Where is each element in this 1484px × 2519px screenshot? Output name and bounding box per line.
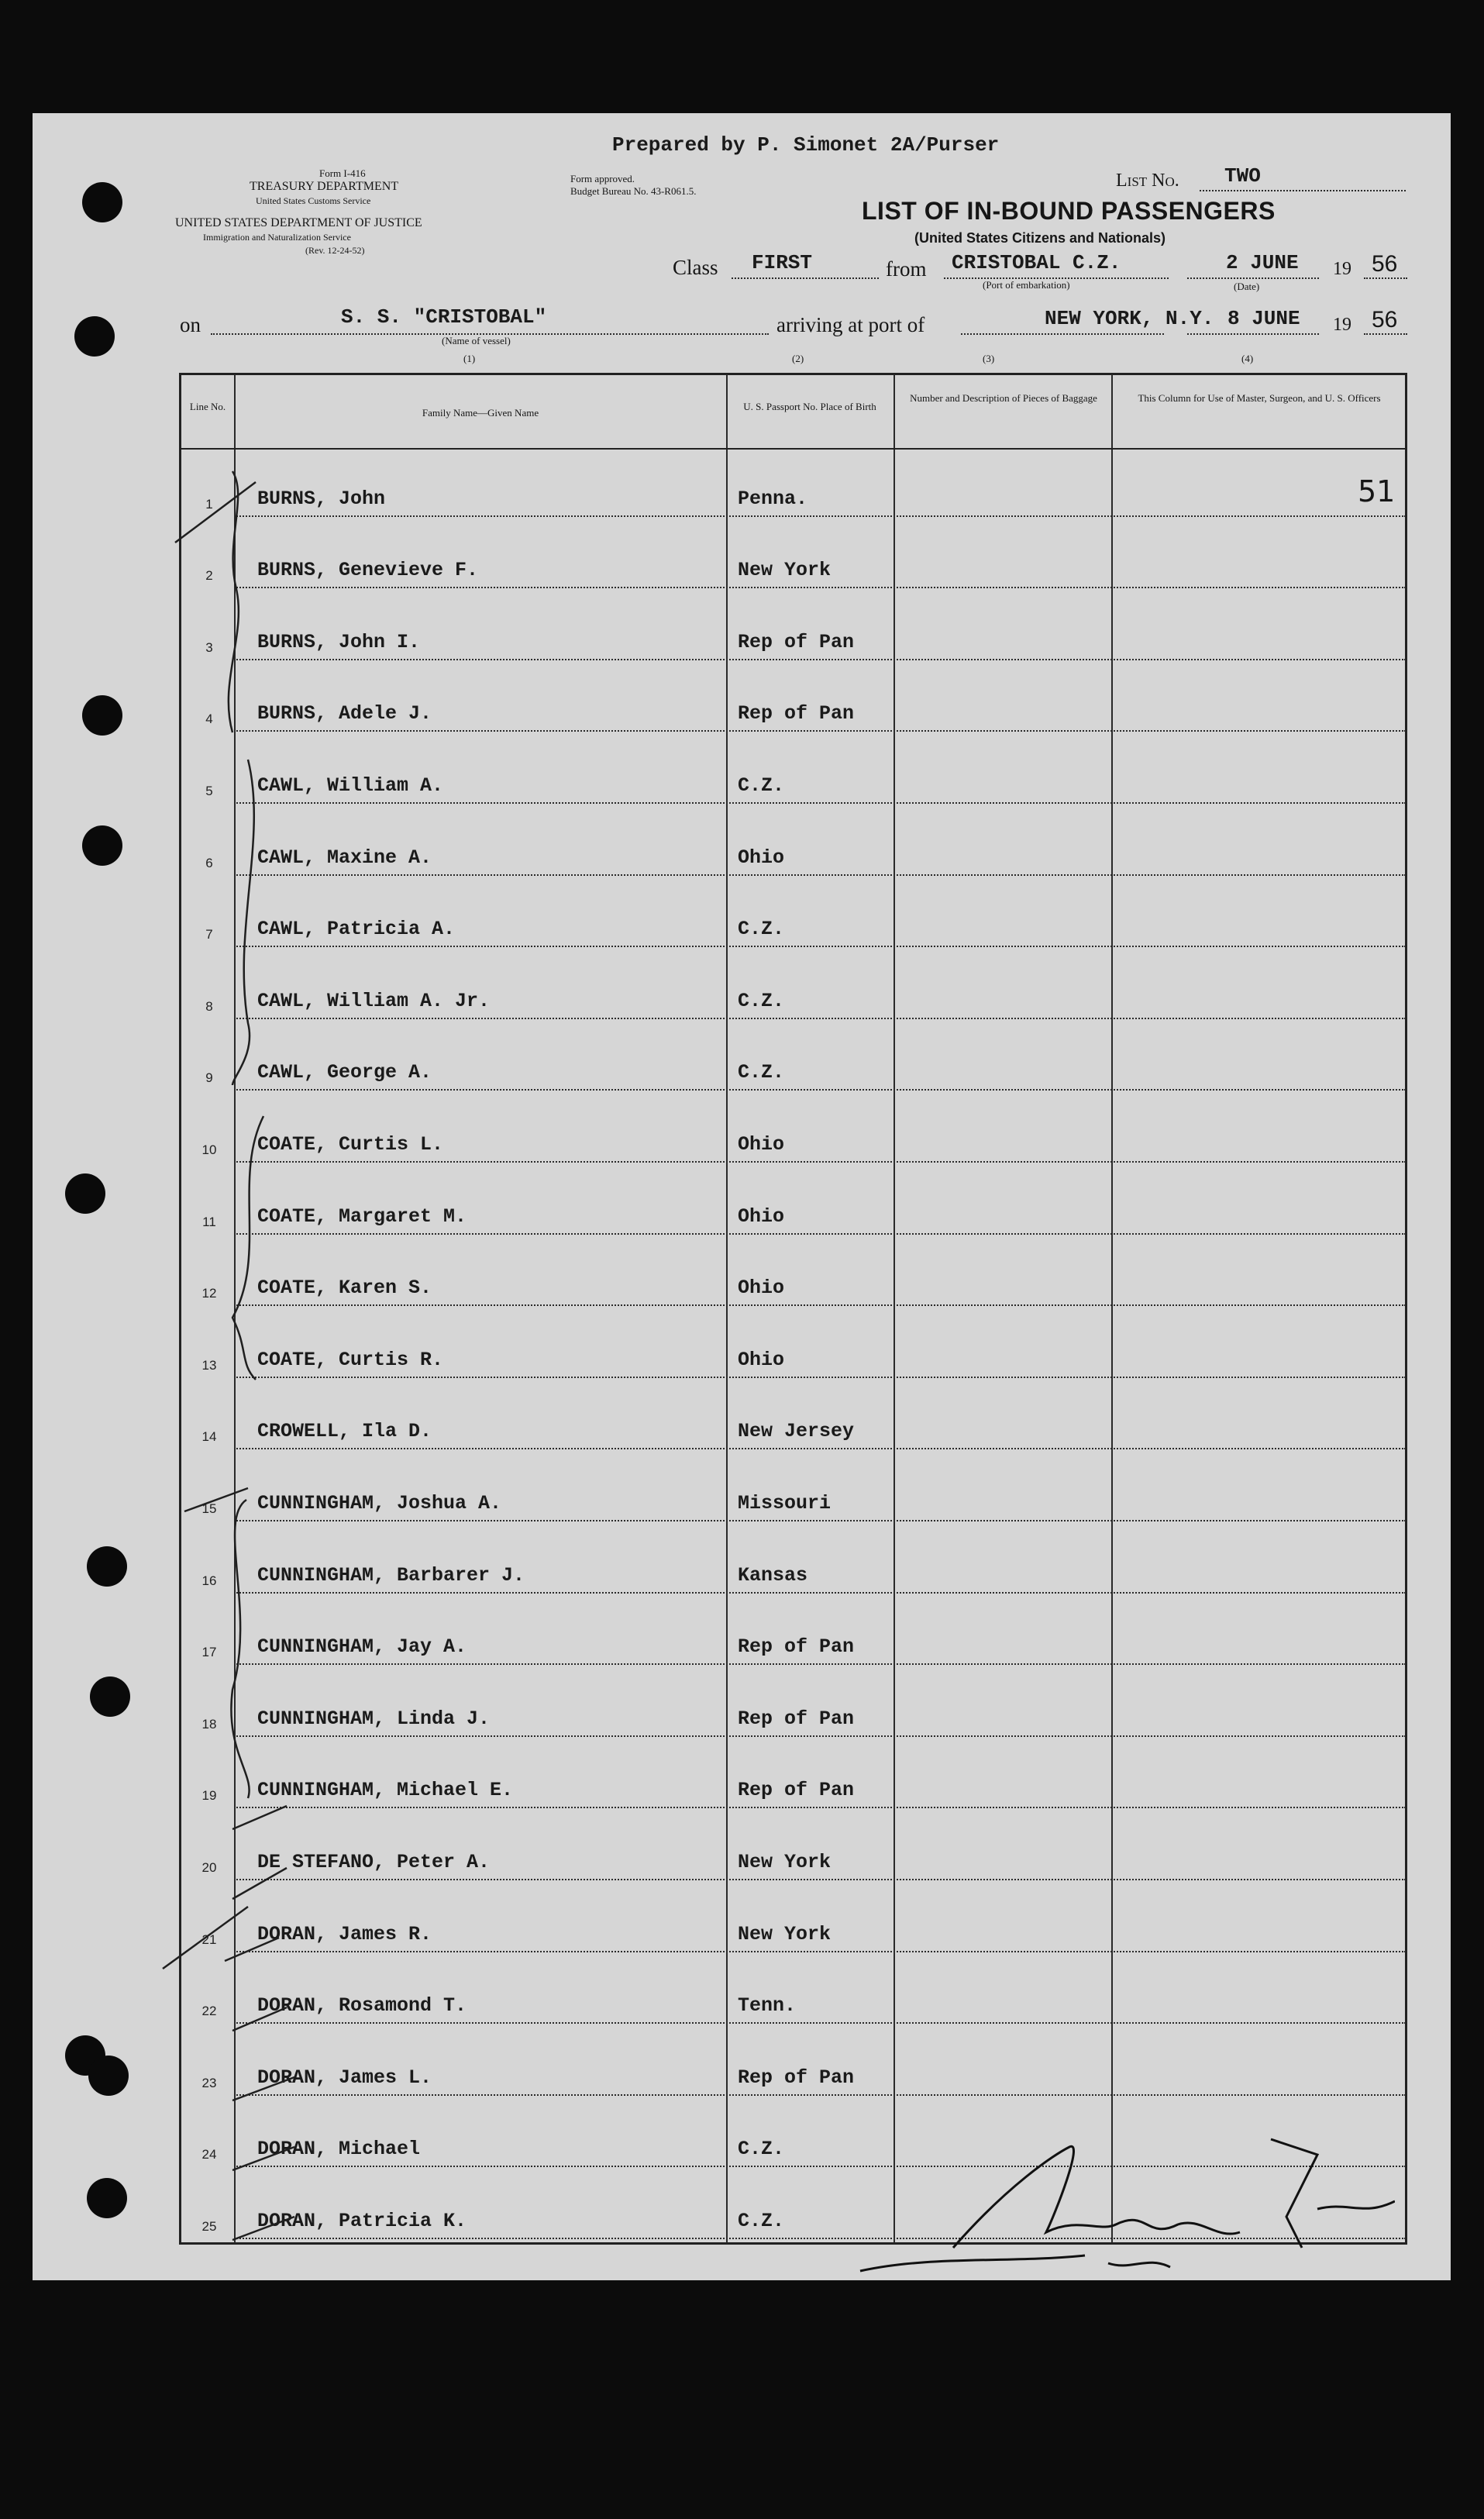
place-of-birth: Ohio	[738, 846, 785, 869]
passenger-name: DORAN, Patricia K.	[257, 2210, 467, 2232]
line-number: 24	[201, 2147, 217, 2162]
year-suffix-departure: 56	[1372, 251, 1398, 277]
line-number: 5	[205, 784, 213, 798]
inspector-signature	[852, 2124, 1395, 2279]
place-of-birth: C.Z.	[738, 774, 785, 797]
from-label: from	[886, 257, 927, 281]
passenger-name: CAWL, Maxine A.	[257, 846, 432, 869]
list-no-value: TWO	[1224, 164, 1261, 188]
place-of-birth: Penna.	[738, 488, 808, 510]
place-of-birth: Rep of Pan	[738, 631, 855, 653]
passenger-name: COATE, Margaret M.	[257, 1205, 467, 1228]
place-of-birth: Ohio	[738, 1133, 785, 1156]
place-of-birth: Rep of Pan	[738, 1635, 855, 1658]
passenger-name: CUNNINGHAM, Linda J.	[257, 1707, 491, 1730]
customs-service: United States Customs Service	[256, 195, 371, 206]
form-approved: Form approved.	[570, 173, 635, 184]
passenger-name: CAWL, Patricia A.	[257, 918, 456, 940]
page-title: LIST OF IN-BOUND PASSENGERS	[862, 197, 1276, 225]
passenger-name: COATE, Karen S.	[257, 1277, 432, 1299]
col-baggage: Number and Description of Pieces of Baggage	[910, 392, 1097, 404]
row-rule	[234, 515, 1406, 518]
binder-hole	[82, 825, 122, 866]
row-rule	[234, 1663, 1406, 1666]
passenger-name: CUNNINGHAM, Barbarer J.	[257, 1564, 525, 1587]
list-no-label: List No.	[1116, 171, 1179, 191]
passenger-name: BURNS, Genevieve F.	[257, 559, 479, 581]
line-number: 2	[205, 568, 213, 583]
arriving-label: arriving at port of	[776, 313, 925, 336]
class-value: FIRST	[752, 251, 813, 274]
form-revision: (Rev. 12-24-52)	[305, 245, 365, 256]
col-officers-use: This Column for Use of Master, Surgeon, and U. S. Officers	[1138, 392, 1381, 404]
passenger-name: COATE, Curtis R.	[257, 1349, 444, 1371]
form-number: Form I-416	[319, 167, 366, 179]
line-number: 20	[201, 1860, 217, 1875]
place-of-birth: Rep of Pan	[738, 702, 855, 725]
binder-hole	[74, 316, 115, 357]
line-number: 9	[205, 1070, 213, 1085]
row-rule	[234, 1377, 1406, 1379]
line-number: 19	[201, 1788, 217, 1803]
row-rule	[234, 1520, 1406, 1522]
place-of-birth: New Jersey	[738, 1420, 855, 1442]
place-of-birth: Rep of Pan	[738, 2066, 855, 2089]
line-number: 10	[201, 1142, 217, 1157]
row-rule	[234, 1089, 1406, 1091]
arrival-port: NEW YORK, N.Y.	[1045, 307, 1214, 330]
row-rule	[234, 1161, 1406, 1163]
treasury-department: TREASURY DEPARTMENT	[250, 180, 399, 193]
row-rule	[234, 802, 1406, 805]
place-of-birth: C.Z.	[738, 1061, 785, 1084]
place-of-birth: Tenn.	[738, 1994, 797, 2017]
place-of-birth: Ohio	[738, 1205, 785, 1228]
budget-bureau: Budget Bureau No. 43-R061.5.	[570, 185, 697, 197]
line-number: 13	[201, 1358, 217, 1373]
place-of-birth: Rep of Pan	[738, 1707, 855, 1730]
line-number: 17	[201, 1645, 217, 1659]
col3-caption: (3)	[983, 353, 995, 364]
passenger-name: BURNS, Adele J.	[257, 702, 432, 725]
row-rule	[234, 587, 1406, 589]
line-number: 16	[201, 1573, 217, 1588]
passenger-name: DORAN, Rosamond T.	[257, 1994, 467, 2017]
departure-date: 2 JUNE	[1226, 251, 1299, 274]
justice-department: UNITED STATES DEPARTMENT OF JUSTICE	[175, 216, 422, 229]
col-passport-birth: U. S. Passport No. Place of Birth	[743, 401, 876, 412]
col-family-name: Family Name—Given Name	[422, 407, 539, 419]
binder-hole	[82, 182, 122, 222]
col-line-no: Line No.	[189, 401, 226, 412]
immigration-service: Immigration and Naturalization Service	[203, 232, 351, 243]
binder-hole	[87, 2178, 127, 2218]
place-of-birth: New York	[738, 1923, 832, 1945]
passenger-table	[179, 373, 1407, 2245]
line-number: 4	[205, 712, 213, 726]
line-number: 22	[201, 2004, 217, 2018]
place-of-birth: Ohio	[738, 1277, 785, 1299]
passenger-name: DORAN, James R.	[257, 1923, 432, 1945]
row-rule	[234, 1233, 1406, 1235]
place-of-birth: Kansas	[738, 1564, 808, 1587]
vessel-name: S. S. "CRISTOBAL"	[341, 305, 547, 329]
passenger-name: CAWL, George A.	[257, 1061, 432, 1084]
line-number: 3	[205, 640, 213, 655]
class-label: Class	[673, 256, 718, 279]
row-rule	[234, 874, 1406, 877]
on-label: on	[180, 313, 201, 336]
place-of-birth: C.Z.	[738, 990, 785, 1012]
line-number: 25	[201, 2219, 217, 2234]
date-caption: (Date)	[1234, 281, 1260, 292]
place-of-birth: Rep of Pan	[738, 1779, 855, 1801]
passenger-name: DORAN, James L.	[257, 2066, 432, 2089]
year-suffix-arrival: 56	[1372, 307, 1398, 333]
row-rule	[234, 1735, 1406, 1738]
binder-hole	[82, 695, 122, 736]
place-of-birth: C.Z.	[738, 918, 785, 940]
line-number: 8	[205, 999, 213, 1014]
passenger-name: CUNNINGHAM, Michael E.	[257, 1779, 514, 1801]
row-rule	[234, 946, 1406, 948]
place-of-birth: Ohio	[738, 1349, 785, 1371]
col2-caption: (2)	[792, 353, 804, 364]
row-rule	[234, 2094, 1406, 2097]
row-rule	[234, 1304, 1406, 1307]
row-rule	[234, 730, 1406, 732]
line-number: 18	[201, 1717, 217, 1732]
line-number: 7	[205, 927, 213, 942]
passenger-name: CUNNINGHAM, Jay A.	[257, 1635, 467, 1658]
line-number: 23	[201, 2076, 217, 2090]
place-of-birth: New York	[738, 1851, 832, 1873]
passenger-name: CROWELL, Ila D.	[257, 1420, 432, 1442]
line-number: 14	[201, 1429, 217, 1444]
row-rule	[234, 1807, 1406, 1809]
col1-caption: (1)	[463, 353, 476, 364]
passenger-name: CUNNINGHAM, Joshua A.	[257, 1492, 502, 1515]
page-subtitle: (United States Citizens and Nationals)	[914, 230, 1166, 246]
place-of-birth: Missouri	[738, 1492, 832, 1515]
passenger-name: COATE, Curtis L.	[257, 1133, 444, 1156]
line-number: 21	[201, 1932, 217, 1947]
line-number: 12	[201, 1286, 217, 1301]
year-prefix-arrival: 19	[1333, 315, 1351, 335]
binder-hole	[65, 1173, 105, 1214]
passenger-name: CAWL, William A.	[257, 774, 444, 797]
officer-note: 51	[1358, 474, 1396, 508]
row-rule	[234, 1951, 1406, 1953]
year-prefix-departure: 19	[1333, 259, 1351, 279]
line-number: 15	[201, 1501, 217, 1516]
place-of-birth: New York	[738, 559, 832, 581]
port-of-embarkation-caption: (Port of embarkation)	[983, 279, 1070, 291]
row-rule	[234, 1592, 1406, 1594]
prepared-by: Prepared by P. Simonet 2A/Purser	[612, 133, 1000, 157]
place-of-birth: C.Z.	[738, 2210, 785, 2232]
passenger-name: DE STEFANO, Peter A.	[257, 1851, 491, 1873]
vessel-caption: (Name of vessel)	[442, 335, 511, 346]
row-rule	[234, 1879, 1406, 1881]
line-number: 11	[202, 1215, 216, 1229]
binder-hole	[88, 2056, 129, 2096]
col4-caption: (4)	[1241, 353, 1254, 364]
row-rule	[234, 1018, 1406, 1020]
row-rule	[234, 659, 1406, 661]
passenger-name: BURNS, John	[257, 488, 386, 510]
row-rule	[234, 1448, 1406, 1450]
binder-hole	[87, 1546, 127, 1587]
line-number: 1	[205, 497, 213, 512]
from-value: CRISTOBAL C.Z.	[952, 251, 1121, 274]
passenger-name: BURNS, John I.	[257, 631, 421, 653]
passenger-name: CAWL, William A. Jr.	[257, 990, 491, 1012]
binder-hole	[90, 1676, 130, 1717]
line-number: 6	[205, 856, 213, 870]
passenger-name: DORAN, Michael	[257, 2138, 421, 2160]
place-of-birth: C.Z.	[738, 2138, 785, 2160]
arrival-date: 8 JUNE	[1227, 307, 1300, 330]
row-rule	[234, 2022, 1406, 2025]
